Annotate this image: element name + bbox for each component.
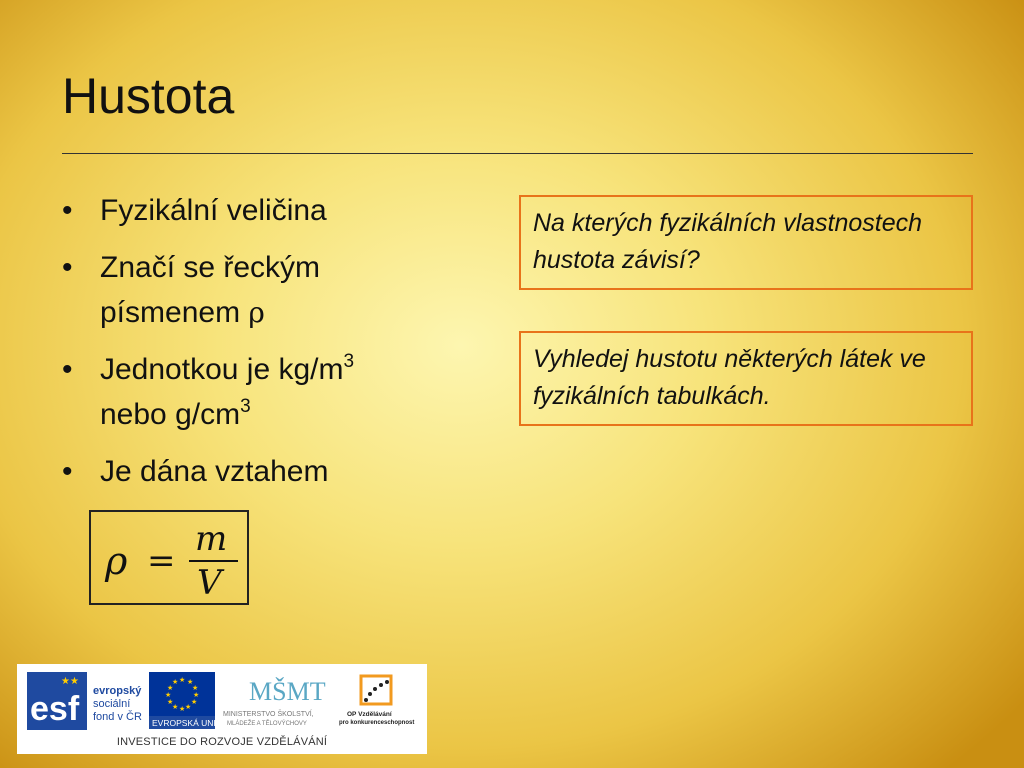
- svg-text:★: ★: [179, 676, 186, 684]
- svg-text:★: ★: [185, 703, 192, 711]
- esf-text: fond v ČR: [93, 711, 142, 723]
- bullet-text: Značí se řeckým písmenem: [100, 251, 321, 329]
- svg-text:★: ★: [187, 678, 194, 686]
- bullet-text: Jednotkou je kg/m: [100, 353, 344, 386]
- superscript: 3: [343, 351, 355, 372]
- esf-logo: [27, 672, 142, 730]
- svg-text:★: ★: [167, 684, 174, 692]
- question-box: Vyhledej hustotu některých látek ve fyzikálních tabulkách.: [519, 331, 973, 426]
- bullet-item: [62, 188, 462, 233]
- funding-logo-strip: [17, 664, 427, 754]
- op-text: OP Vzdělávání: [347, 711, 392, 718]
- esf-star-icon: ★★: [61, 676, 79, 687]
- svg-text:★: ★: [172, 703, 179, 711]
- svg-text:★: ★: [191, 698, 198, 706]
- svg-text:★: ★: [172, 678, 179, 686]
- svg-text:★: ★: [192, 684, 199, 692]
- esf-text: evropský: [93, 685, 142, 697]
- title-divider: [62, 153, 973, 154]
- formula-denominator: V: [197, 563, 222, 603]
- bullet-dot: •: [62, 194, 73, 227]
- formula-lhs: ρ: [105, 539, 128, 583]
- msmt-text: MINISTERSTVO ŠKOLSTVÍ,: [223, 711, 314, 718]
- formula-equals: =: [147, 541, 176, 581]
- bullet-text: Fyzikální veličina: [100, 194, 327, 227]
- superscript: 3: [240, 396, 251, 417]
- op-text: pro konkurenceschopnost: [339, 720, 415, 726]
- eu-logo: [149, 672, 222, 729]
- bullet-text: nebo g/cm: [100, 398, 241, 431]
- svg-text:★: ★: [179, 705, 186, 713]
- bullet-text: Je dána vztahem: [100, 455, 329, 488]
- bullet-item: [62, 347, 462, 437]
- svg-text:★: ★: [165, 691, 172, 699]
- eu-label: EVROPSKÁ UNIE: [152, 718, 222, 728]
- esf-mark: esf: [30, 690, 80, 728]
- msmt-mark: MŠMT: [249, 677, 326, 706]
- msmt-text: MLÁDEŽE A TĚLOVÝCHOVY: [227, 721, 307, 727]
- op-logo: [339, 676, 414, 726]
- svg-text:★: ★: [193, 691, 200, 699]
- bullet-dot: •: [62, 251, 73, 284]
- bullet-list: [62, 188, 462, 506]
- rho-symbol: ρ: [248, 296, 265, 329]
- msmt-logo: [223, 677, 326, 727]
- bullet-dot: •: [62, 455, 73, 488]
- formula-graphic: [91, 512, 247, 603]
- bullet-dot: •: [62, 353, 73, 386]
- formula-numerator: m: [195, 519, 228, 559]
- density-formula: [89, 510, 249, 605]
- esf-text: sociální: [93, 698, 131, 710]
- bullet-item: [62, 245, 462, 335]
- svg-text:★: ★: [167, 698, 174, 706]
- question-box: Na kterých fyzikálních vlastnostech hustota závisí?: [519, 195, 973, 290]
- slide-title: Hustota: [62, 68, 235, 124]
- logo-caption: INVESTICE DO ROZVOJE VZDĚLÁVÁNÍ: [116, 736, 328, 748]
- bullet-item: [62, 449, 462, 494]
